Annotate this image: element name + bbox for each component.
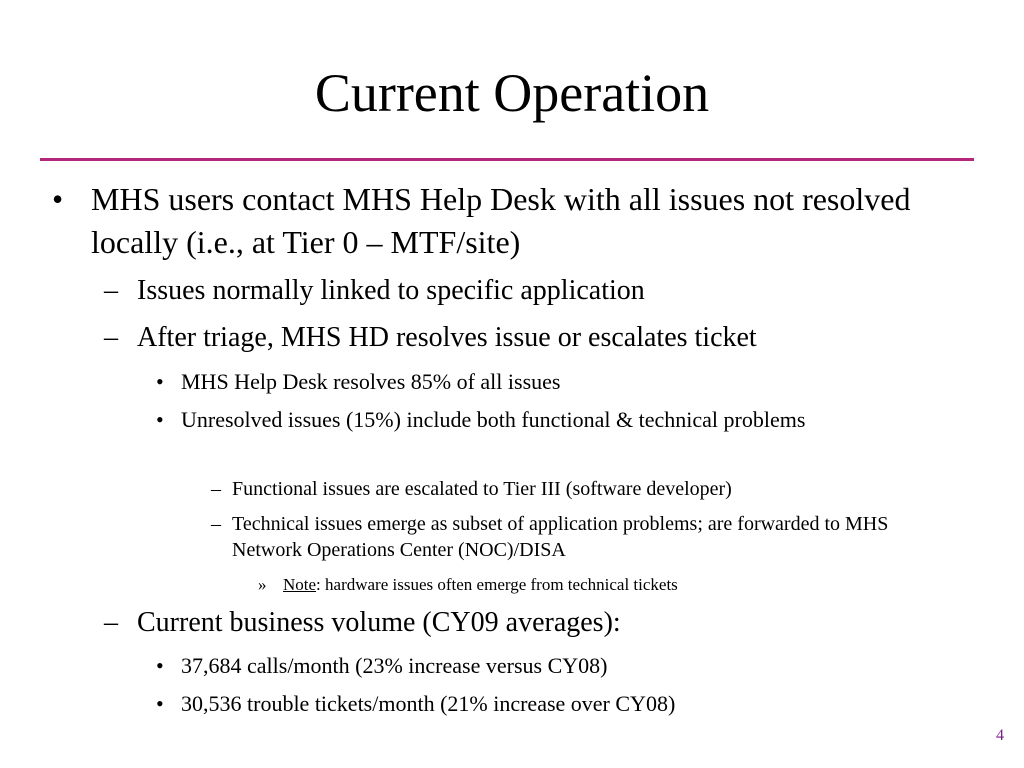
bullet-marker: • (156, 691, 164, 716)
level3-bullet-text: Unresolved issues (15%) include both functional & technical problems (181, 407, 806, 432)
level3-bullet-text: MHS Help Desk resolves 85% of all issues (181, 369, 561, 394)
level3-bullet-item (156, 690, 916, 718)
title-divider (40, 158, 974, 161)
note-text: : hardware issues often emerge from technical tickets (316, 575, 678, 594)
dash-marker: – (104, 275, 118, 306)
note-label: Note (283, 575, 317, 594)
bullet-text: MHS users contact MHS Help Desk with all issues not resolved locally (i.e., at Tier 0 – MTF/site) (91, 181, 911, 260)
sub-bullet-item (104, 321, 974, 355)
bullet-marker: • (52, 181, 64, 217)
level3-bullet-item (156, 368, 916, 396)
level3-bullet-text: 37,684 calls/month (23% increase versus CY08) (181, 653, 608, 678)
bullet-marker: • (156, 369, 164, 394)
dash-marker: – (104, 322, 118, 353)
level4-bullet-text: Technical issues emerge as subset of application problems; are forwarded to MHS Network Operations Center (NOC)/DISA (232, 513, 889, 561)
page-number: 4 (996, 727, 1004, 744)
sub-bullet-item (104, 274, 974, 308)
sub-bullet-text: After triage, MHS HD resolves issue or escalates ticket (137, 322, 757, 353)
dash-marker: – (211, 513, 221, 535)
slide-title: Current Operation (314, 63, 710, 123)
sub-bullet-item (104, 606, 974, 640)
level4-bullet-item (211, 511, 911, 563)
bullet-marker: • (156, 407, 164, 432)
bullet-item (52, 178, 982, 264)
sub-bullet-text: Issues normally linked to specific application (137, 275, 645, 306)
level3-bullet-item (156, 652, 916, 680)
level3-bullet-text: 30,536 trouble tickets/month (21% increase over CY08) (181, 691, 676, 716)
sub-bullet-text: Current business volume (CY09 averages): (137, 607, 621, 638)
bullet-marker: • (156, 653, 164, 678)
dash-marker: – (104, 607, 118, 638)
dash-marker: – (211, 478, 221, 500)
level5-bullet-text (283, 574, 908, 596)
level4-bullet-item (211, 476, 911, 502)
raquo-marker: » (258, 575, 267, 594)
level3-bullet-item (156, 406, 916, 434)
level4-bullet-text: Functional issues are escalated to Tier III (software developer) (232, 478, 732, 500)
level5-bullet-item (258, 574, 908, 596)
